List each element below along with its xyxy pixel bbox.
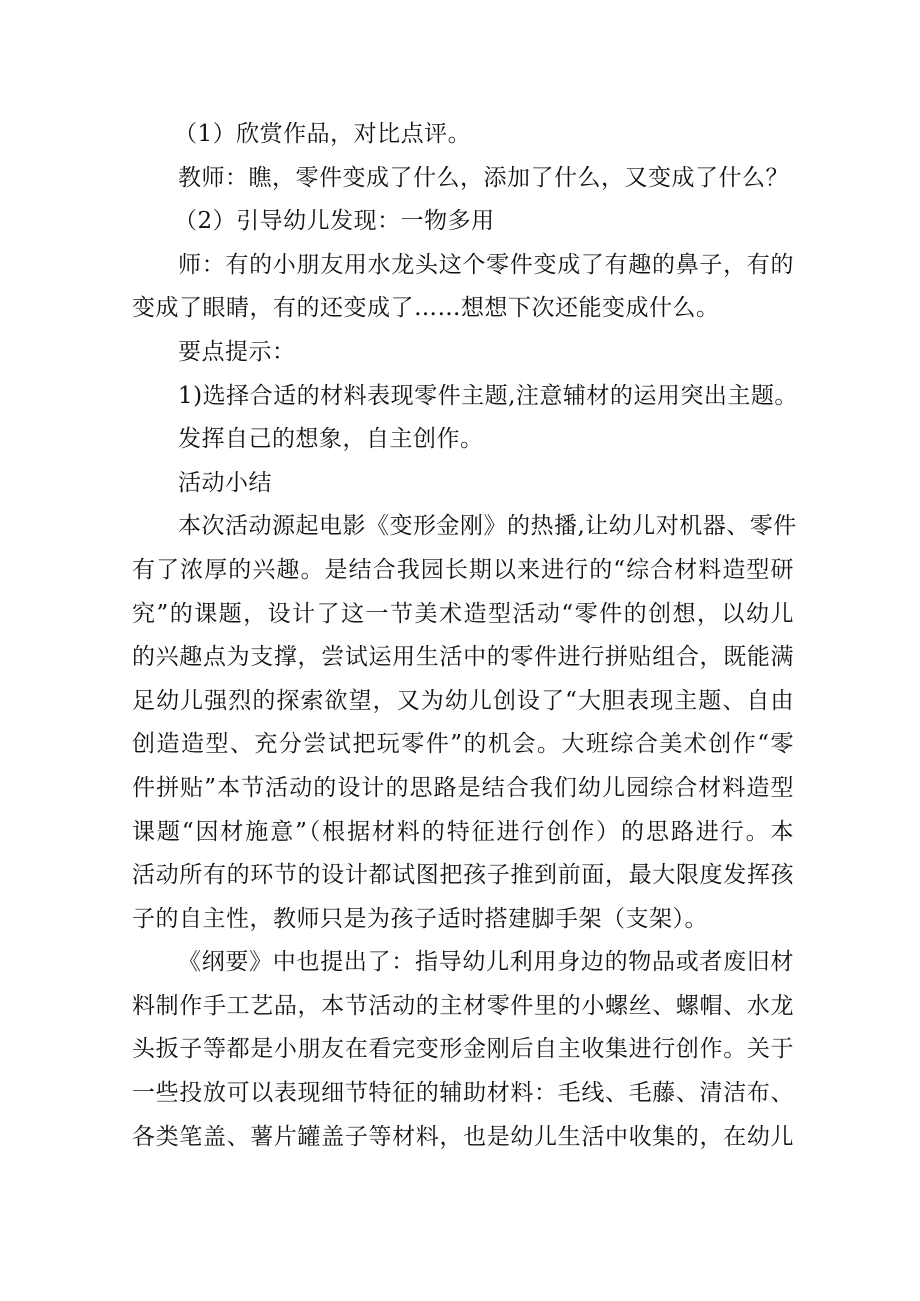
- text-line: 子的自主性，教师只是为孩子适时搭建脚手架（支架）。: [132, 905, 708, 932]
- text-line: 本次活动源起电影《变形金刚》的热播,让幼儿对机器、零件: [178, 513, 797, 540]
- text-line: （1）欣赏作品，对比点评。: [174, 121, 472, 147]
- text-line: 的兴趣点为支撑，尝试运用生活中的零件进行拼贴组合，既能满: [132, 644, 794, 671]
- document-body: [132, 113, 798, 1159]
- text-line: 发挥自己的想象，自主创作。: [178, 426, 484, 453]
- text-line: 师：有的小朋友用水龙头这个零件变成了有趣的鼻子，有的: [178, 251, 794, 278]
- text-line: 料制作手工艺品，本节活动的主材零件里的小螺丝、螺帽、水龙: [132, 992, 794, 1019]
- text-line: 一些投放可以表现细节特征的辅助材料：毛线、毛藤、清洁布、: [132, 1080, 794, 1107]
- text-line: 头扳子等都是小朋友在看完变形金刚后自主收集进行创作。关于: [132, 1036, 794, 1063]
- text-line: 教师：瞧，零件变成了什么，添加了什么，又变成了什么？: [178, 164, 789, 191]
- text-line: 足幼儿强烈的探索欲望，又为幼儿创设了“大胆表现主题、自由: [132, 687, 794, 714]
- text-line: 《纲要》中也提出了：指导幼儿利用身边的物品或者废旧材: [178, 949, 794, 976]
- text-line: 变成了眼睛，有的还变成了……想想下次还能变成什么。: [132, 295, 720, 322]
- text-line: 究”的课题，设计了这一节美术造型活动“零件的创想，以幼儿: [132, 600, 794, 627]
- text-line: （2）引导幼儿发现：一物多用: [174, 208, 495, 235]
- text-line: 创造造型、充分尝试把玩零件”的机会。大班综合美术创作“零: [132, 731, 794, 758]
- text-line: 有了浓厚的兴趣。是结合我园长期以来进行的“综合材料造型研: [132, 556, 794, 583]
- text-line: 活动所有的环节的设计都试图把孩子推到前面，最大限度发挥孩: [132, 862, 794, 889]
- text-line: 要点提示：: [178, 338, 296, 365]
- text-line: 课题“因材施意”（根据材料的特征进行创作）的思路进行。本: [132, 818, 794, 845]
- section-heading: 活动小结: [178, 469, 272, 496]
- text-line: 1)选择合适的材料表现零件主题,注意辅材的运用突出主题。: [178, 382, 798, 409]
- text-line: 件拼贴”本节活动的设计的思路是结合我们幼儿园综合材料造型: [132, 774, 794, 801]
- text-line: 各类笔盖、薯片罐盖子等材料，也是幼儿生活中收集的，在幼儿: [132, 1123, 794, 1150]
